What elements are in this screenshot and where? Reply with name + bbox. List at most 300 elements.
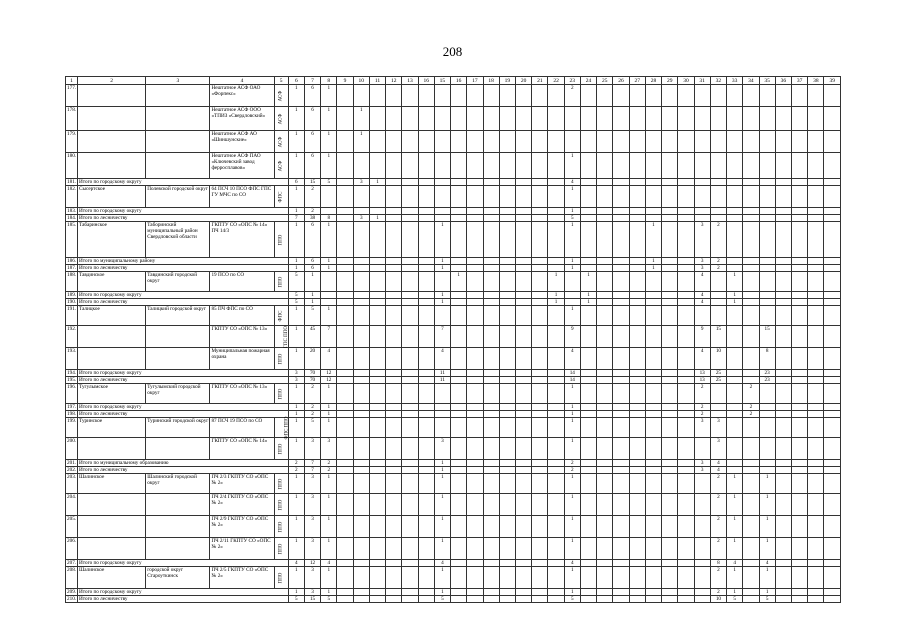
- value-cell: [597, 215, 613, 222]
- value-cell: [662, 404, 678, 411]
- value-cell: [775, 326, 791, 348]
- value-cell: [775, 384, 791, 404]
- value-cell: [613, 292, 629, 299]
- value-cell: [662, 438, 678, 460]
- column-header: 16: [418, 77, 434, 85]
- value-cell: [434, 153, 450, 179]
- value-cell: [597, 265, 613, 272]
- value-cell: [580, 377, 596, 384]
- value-cell: [759, 272, 775, 292]
- value-cell: [451, 567, 467, 589]
- value-cell: [337, 438, 353, 460]
- value-cell: [759, 153, 775, 179]
- value-cell: [743, 272, 759, 292]
- value-cell: 2: [710, 567, 726, 589]
- row-number-cell: 183.: [67, 208, 77, 214]
- value-cell: [629, 292, 645, 299]
- value-cell: [402, 404, 418, 411]
- value-cell: [386, 560, 402, 567]
- value-cell: 8: [321, 215, 337, 222]
- value-cell: [467, 438, 483, 460]
- value-cell: [743, 85, 759, 107]
- column-header: 24: [580, 77, 596, 85]
- district-cell: [146, 516, 210, 538]
- value-cell: [369, 411, 385, 418]
- unit-cell: ПЧ 2/4 ГКПТУ СО «ОПС № 2»: [210, 494, 274, 516]
- value-cell: [808, 411, 824, 418]
- unit-type-label: ППО: [278, 521, 284, 533]
- value-cell: [451, 186, 467, 208]
- value-cell: 1: [564, 265, 580, 272]
- row-number-cell: 177.: [66, 85, 78, 107]
- value-cell: [743, 474, 759, 494]
- value-cell: [369, 474, 385, 494]
- value-cell: 1: [434, 467, 450, 474]
- value-cell: 1: [321, 153, 337, 179]
- value-cell: [775, 222, 791, 258]
- value-cell: 1: [548, 272, 564, 292]
- value-cell: [645, 474, 661, 494]
- value-cell: 20: [304, 348, 320, 370]
- unit-type-label: АСФ: [278, 113, 284, 125]
- value-cell: [743, 179, 759, 186]
- unit-type-label: ППО: [278, 572, 284, 584]
- value-cell: [369, 370, 385, 377]
- row-number-cell: 190.: [67, 299, 77, 305]
- value-cell: [386, 494, 402, 516]
- value-cell: [418, 348, 434, 370]
- value-cell: 1: [564, 258, 580, 265]
- total-label-cell: Итого по лесничеству: [78, 299, 289, 306]
- column-header: 9: [337, 77, 353, 85]
- value-cell: [402, 265, 418, 272]
- value-cell: 3: [710, 438, 726, 460]
- value-cell: [710, 153, 726, 179]
- value-cell: [580, 516, 596, 538]
- value-cell: [418, 85, 434, 107]
- value-cell: [678, 460, 694, 467]
- value-cell: [580, 589, 596, 596]
- value-cell: 1: [759, 538, 775, 560]
- unit-cell: Нештатное АСФ ООО «ТПИЗ «Свердловский»: [210, 107, 274, 131]
- value-cell: 2: [710, 516, 726, 538]
- value-cell: [499, 460, 515, 467]
- value-cell: [613, 567, 629, 589]
- value-cell: 1: [288, 538, 304, 560]
- total-row: [66, 411, 841, 418]
- value-cell: [548, 153, 564, 179]
- value-cell: [499, 208, 515, 215]
- unit-cell: Нештатное АСФ ПАО «Ключевский завод ферросплавов»: [210, 153, 274, 179]
- value-cell: 4: [321, 348, 337, 370]
- value-cell: [678, 384, 694, 404]
- value-cell: [548, 384, 564, 404]
- value-cell: [613, 107, 629, 131]
- value-cell: [791, 516, 807, 538]
- value-cell: [662, 179, 678, 186]
- value-cell: 1: [727, 589, 743, 596]
- value-cell: 1: [304, 299, 320, 306]
- row-number-cell: 210.: [67, 596, 77, 602]
- value-cell: [467, 258, 483, 265]
- unit-cell: ПЧ 2/3 ГКПТУ СО «ОПС № 2»: [210, 474, 274, 494]
- table-row: [66, 494, 841, 516]
- value-cell: [808, 589, 824, 596]
- value-cell: 1: [288, 186, 304, 208]
- value-cell: [451, 326, 467, 348]
- value-cell: [402, 272, 418, 292]
- unit-type-cell: [274, 186, 288, 208]
- value-cell: [791, 306, 807, 326]
- value-cell: [743, 516, 759, 538]
- value-cell: [483, 589, 499, 596]
- value-cell: 1: [321, 589, 337, 596]
- value-cell: [532, 567, 548, 589]
- value-cell: 1: [564, 222, 580, 258]
- value-cell: [515, 567, 531, 589]
- value-cell: [402, 186, 418, 208]
- table-row: [66, 107, 841, 131]
- value-cell: 3: [694, 460, 710, 467]
- value-cell: [645, 348, 661, 370]
- value-cell: [515, 494, 531, 516]
- value-cell: 1: [288, 258, 304, 265]
- value-cell: 3: [694, 258, 710, 265]
- value-cell: 1: [564, 589, 580, 596]
- value-cell: [402, 370, 418, 377]
- value-cell: 1: [288, 404, 304, 411]
- value-cell: [337, 370, 353, 377]
- value-cell: [548, 411, 564, 418]
- column-header: 25: [597, 77, 613, 85]
- value-cell: 2: [288, 467, 304, 474]
- value-cell: [532, 299, 548, 306]
- value-cell: [694, 107, 710, 131]
- value-cell: [662, 596, 678, 603]
- value-cell: 1: [321, 538, 337, 560]
- value-cell: [402, 560, 418, 567]
- value-cell: [386, 538, 402, 560]
- value-cell: [678, 265, 694, 272]
- total-row: [66, 265, 841, 272]
- value-cell: [824, 411, 841, 418]
- value-cell: 1: [321, 567, 337, 589]
- value-cell: [369, 306, 385, 326]
- value-cell: [678, 474, 694, 494]
- value-cell: [515, 107, 531, 131]
- value-cell: [824, 131, 841, 153]
- value-cell: [613, 215, 629, 222]
- value-cell: 1: [321, 474, 337, 494]
- value-cell: [613, 258, 629, 265]
- value-cell: [597, 404, 613, 411]
- value-cell: [369, 438, 385, 460]
- value-cell: 15: [710, 326, 726, 348]
- value-cell: [678, 85, 694, 107]
- value-cell: [515, 460, 531, 467]
- value-cell: [791, 131, 807, 153]
- value-cell: [694, 494, 710, 516]
- value-cell: [451, 107, 467, 131]
- value-cell: [743, 299, 759, 306]
- value-cell: [386, 107, 402, 131]
- value-cell: 1: [434, 265, 450, 272]
- district-cell: [146, 348, 210, 370]
- value-cell: [613, 370, 629, 377]
- value-cell: [515, 377, 531, 384]
- forestry-cell: [78, 438, 146, 460]
- value-cell: [645, 299, 661, 306]
- value-cell: 1: [564, 494, 580, 516]
- value-cell: [808, 186, 824, 208]
- value-cell: [402, 596, 418, 603]
- value-cell: [515, 265, 531, 272]
- value-cell: [710, 215, 726, 222]
- row-number-cell: 184.: [67, 215, 77, 221]
- value-cell: [337, 306, 353, 326]
- value-cell: [678, 179, 694, 186]
- value-cell: [580, 494, 596, 516]
- value-cell: 9: [564, 326, 580, 348]
- unit-cell: Муниципальная пожарная охрана: [210, 348, 274, 370]
- value-cell: [353, 384, 369, 404]
- value-cell: [483, 438, 499, 460]
- value-cell: 10: [710, 596, 726, 603]
- value-cell: [775, 404, 791, 411]
- value-cell: [645, 215, 661, 222]
- value-cell: 2: [321, 467, 337, 474]
- total-label-cell: Итого по лесничеству: [78, 265, 289, 272]
- value-cell: [369, 377, 385, 384]
- value-cell: [369, 418, 385, 438]
- value-cell: [548, 516, 564, 538]
- value-cell: [548, 258, 564, 265]
- value-cell: 6: [304, 131, 320, 153]
- forestry-cell: [78, 326, 146, 348]
- value-cell: 4: [694, 348, 710, 370]
- value-cell: [580, 370, 596, 377]
- forestry-cell: Тавдинское: [78, 272, 146, 292]
- value-cell: 25: [710, 370, 726, 377]
- value-cell: 1: [564, 186, 580, 208]
- table-row: [66, 85, 841, 107]
- value-cell: [337, 131, 353, 153]
- value-cell: [662, 538, 678, 560]
- value-cell: [808, 208, 824, 215]
- value-cell: [678, 404, 694, 411]
- value-cell: [451, 153, 467, 179]
- value-cell: [467, 153, 483, 179]
- value-cell: [662, 107, 678, 131]
- unit-type-cell: [274, 348, 288, 370]
- value-cell: [808, 494, 824, 516]
- value-cell: [353, 516, 369, 538]
- value-cell: [775, 107, 791, 131]
- table-row: [66, 384, 841, 404]
- value-cell: [824, 306, 841, 326]
- value-cell: [353, 596, 369, 603]
- value-cell: [548, 596, 564, 603]
- value-cell: [808, 377, 824, 384]
- unit-type-label: ППО: [278, 499, 284, 511]
- value-cell: [451, 299, 467, 306]
- value-cell: [775, 596, 791, 603]
- value-cell: [678, 438, 694, 460]
- value-cell: [808, 370, 824, 377]
- row-number-cell: 198.: [67, 411, 77, 417]
- value-cell: [629, 384, 645, 404]
- value-cell: [515, 404, 531, 411]
- value-cell: [678, 299, 694, 306]
- value-cell: [337, 222, 353, 258]
- value-cell: [791, 326, 807, 348]
- value-cell: [645, 438, 661, 460]
- value-cell: [791, 418, 807, 438]
- value-cell: [743, 131, 759, 153]
- value-cell: [727, 258, 743, 265]
- table-row: [66, 516, 841, 538]
- value-cell: 1: [564, 306, 580, 326]
- value-cell: 1: [759, 494, 775, 516]
- value-cell: [548, 404, 564, 411]
- value-cell: [418, 474, 434, 494]
- value-cell: [402, 131, 418, 153]
- value-cell: [727, 215, 743, 222]
- value-cell: [386, 306, 402, 326]
- forestry-cell: Сысертское: [78, 186, 146, 208]
- value-cell: [467, 131, 483, 153]
- value-cell: 1: [321, 384, 337, 404]
- value-cell: [727, 131, 743, 153]
- value-cell: [629, 467, 645, 474]
- total-label-cell: Итого по городскому округу: [78, 589, 289, 596]
- value-cell: [467, 516, 483, 538]
- value-cell: [629, 348, 645, 370]
- row-number-cell: 200.: [66, 438, 78, 460]
- value-cell: [483, 538, 499, 560]
- value-cell: 1: [645, 265, 661, 272]
- value-cell: [418, 467, 434, 474]
- value-cell: [694, 215, 710, 222]
- value-cell: [791, 153, 807, 179]
- value-cell: 1: [564, 208, 580, 215]
- row-number-cell: 201.: [67, 460, 77, 466]
- value-cell: [824, 384, 841, 404]
- value-cell: [451, 258, 467, 265]
- value-cell: [532, 370, 548, 377]
- value-cell: 4: [434, 560, 450, 567]
- value-cell: 23: [759, 377, 775, 384]
- value-cell: [727, 208, 743, 215]
- value-cell: [824, 567, 841, 589]
- value-cell: [499, 299, 515, 306]
- value-cell: [548, 306, 564, 326]
- value-cell: [597, 460, 613, 467]
- total-row: [66, 292, 841, 299]
- value-cell: [483, 370, 499, 377]
- unit-cell: Нештатное АСФ АО «Шиншунские»: [210, 131, 274, 153]
- value-cell: [597, 85, 613, 107]
- value-cell: [499, 85, 515, 107]
- value-cell: [775, 131, 791, 153]
- value-cell: [678, 538, 694, 560]
- value-cell: 4: [434, 348, 450, 370]
- value-cell: [743, 326, 759, 348]
- value-cell: [483, 258, 499, 265]
- value-cell: [353, 418, 369, 438]
- value-cell: [532, 418, 548, 438]
- value-cell: [369, 272, 385, 292]
- row-number-cell: 204.: [66, 494, 78, 516]
- value-cell: [824, 179, 841, 186]
- value-cell: [580, 474, 596, 494]
- value-cell: [808, 107, 824, 131]
- value-cell: [710, 208, 726, 215]
- value-cell: 4: [710, 460, 726, 467]
- value-cell: [418, 596, 434, 603]
- value-cell: [418, 222, 434, 258]
- value-cell: [337, 265, 353, 272]
- value-cell: [483, 326, 499, 348]
- value-cell: [759, 438, 775, 460]
- value-cell: [467, 474, 483, 494]
- value-cell: [662, 299, 678, 306]
- total-label-cell: Итого по городскому округу: [78, 370, 289, 377]
- value-cell: [775, 186, 791, 208]
- value-cell: [662, 258, 678, 265]
- value-cell: [402, 494, 418, 516]
- value-cell: [597, 258, 613, 265]
- value-cell: [645, 272, 661, 292]
- value-cell: [662, 131, 678, 153]
- row-number-cell: 191.: [66, 306, 78, 326]
- value-cell: [499, 377, 515, 384]
- value-cell: [791, 186, 807, 208]
- value-cell: [532, 404, 548, 411]
- value-cell: [597, 567, 613, 589]
- value-cell: 2: [564, 85, 580, 107]
- value-cell: [402, 326, 418, 348]
- unit-cell: Нештатное АСФ ОАО «Форпекс»: [210, 85, 274, 107]
- value-cell: 12: [304, 560, 320, 567]
- value-cell: [662, 567, 678, 589]
- value-cell: 1: [759, 474, 775, 494]
- value-cell: [451, 370, 467, 377]
- value-cell: 1: [321, 418, 337, 438]
- value-cell: [775, 460, 791, 467]
- district-cell: Туринский городской округ: [146, 418, 210, 438]
- value-cell: [532, 258, 548, 265]
- value-cell: [369, 222, 385, 258]
- value-cell: [467, 589, 483, 596]
- value-cell: [759, 208, 775, 215]
- forestry-cell: Талицкое: [78, 306, 146, 326]
- value-cell: [386, 377, 402, 384]
- value-cell: [580, 258, 596, 265]
- value-cell: [499, 384, 515, 404]
- value-cell: [580, 153, 596, 179]
- value-cell: [808, 258, 824, 265]
- value-cell: [613, 208, 629, 215]
- value-cell: [353, 222, 369, 258]
- column-header: 10: [353, 77, 369, 85]
- unit-type-cell: [274, 107, 288, 131]
- unit-type-cell: [274, 516, 288, 538]
- value-cell: 11: [434, 370, 450, 377]
- unit-type-cell: [274, 494, 288, 516]
- value-cell: [694, 567, 710, 589]
- value-cell: [629, 474, 645, 494]
